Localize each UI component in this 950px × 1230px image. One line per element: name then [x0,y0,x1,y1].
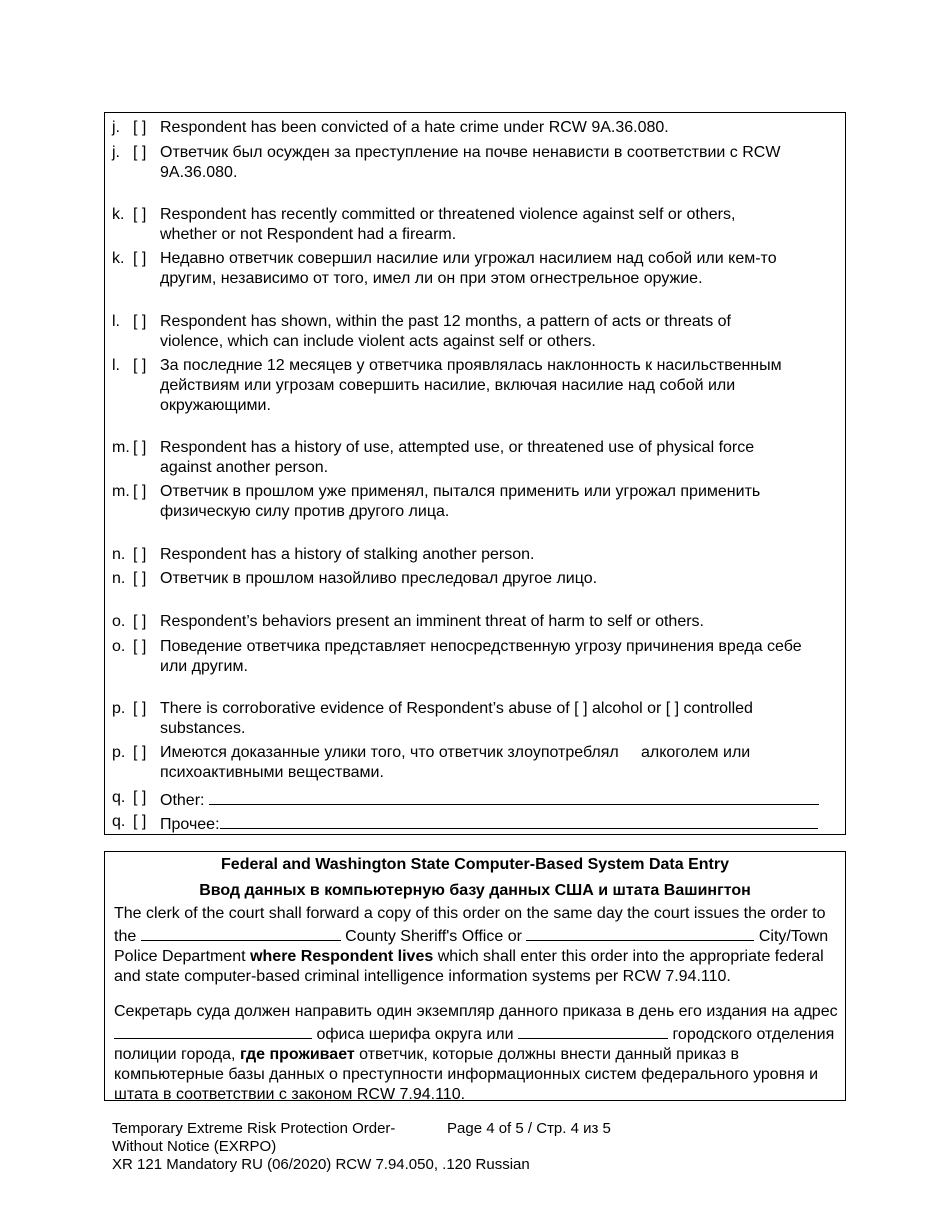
data-entry-title-en: Federal and Washington State Computer-Based System Data Entry [221,856,729,873]
item-label: k. [112,250,125,267]
data-entry-paragraph-en [114,904,844,987]
item-label: o. [112,613,126,630]
item-label: p. [112,700,126,717]
ru-text-1: Секретарь суда должен направить один экземпляр данного приказа в день его издания на адрес [114,1003,838,1020]
item-text: Respondent has recently committed or threatened violence against self or others, whether or not Respondent had a firearm. [160,206,736,243]
item-checkbox[interactable]: [ ] [133,313,147,330]
en-bold: where Respondent lives [250,948,434,965]
en-text-2: County Sheriff's Office or [345,928,522,945]
item-text: Respondent has shown, within the past 12 months, a pattern of acts or threats of violence, which can include violent acts against self or others. [160,313,731,350]
en-text-3: City/Town Police Department [114,928,829,965]
item-checkbox[interactable]: [ ] [133,206,147,223]
item-text: Respondent has a history of use, attempted use, or threatened use of physical force against another person. [160,439,755,476]
item-label: m. [112,483,130,500]
ru-text-2: офиса шерифа округа или [316,1026,514,1043]
item-checkbox[interactable]: [ ] [133,250,147,267]
ru-text-4: ответчик, которые должны внести данный приказ в компьютерные базы данных о преступности информационных систем федерального уровня и штата в соответствии с законом RCW 7.94.110. [114,1046,819,1103]
footer-form-id: XR 121 Mandatory RU (06/2020) RCW 7.94.050, .120 Russian [112,1156,530,1173]
item-text: Поведение ответчика представляет непосредственную угрозу причинения вреда себе или другим. [160,638,802,675]
item-checkbox[interactable]: [ ] [133,638,147,655]
item-label: l. [112,313,120,330]
item-label: l. [112,357,120,374]
ru-text-3: городского отделения полиции города, [114,1026,835,1063]
item-checkbox[interactable]: [ ] [133,700,147,717]
other-input-line-ru[interactable] [220,812,818,829]
item-label: q. [112,813,126,830]
city-blank[interactable] [526,924,754,941]
item-text: Недавно ответчик совершил насилие или угрожал насилием над собой или кем-то другим, независимо от того, имел ли он при этом огнестрельное оружие. [160,250,777,287]
item-label: m. [112,439,130,456]
item-text: За последние 12 месяцев у ответчика проявлялась наклонность к насильственным действиям или угрозам совершить насилие, включая насилие над собой или окружающими. [160,357,782,414]
item-text [160,788,832,811]
item-checkbox[interactable]: [ ] [133,570,147,587]
footer-page-number: Page 4 of 5 / Стр. 4 из 5 [447,1120,611,1137]
data-entry-title-ru: Ввод данных в компьютерную базу данных США и штата Вашингтон [199,882,751,899]
item-checkbox[interactable]: [ ] [133,613,147,630]
item-text: Ответчик в прошлом назойливо преследовал другое лицо. [160,570,598,587]
item-text: Respondent’s behaviors present an imminent threat of harm to self or others. [160,613,704,630]
item-text: Ответчик был осужден за преступление на почве ненависти в соответствии с RCW 9A.36.080. [160,144,781,181]
item-checkbox[interactable]: [ ] [133,546,147,563]
item-text: Respondent has a history of stalking another person. [160,546,535,563]
other-label: Other: [160,792,205,809]
item-text: There is corroborative evidence of Respondent’s abuse of [ ] alcohol or [ ] controlled substances. [160,700,753,737]
footer-title-line1: Temporary Extreme Risk Protection Order- [112,1120,396,1137]
item-checkbox[interactable]: [ ] [133,119,147,136]
item-checkbox[interactable]: [ ] [133,744,147,761]
data-entry-paragraph-ru [114,1002,844,1105]
item-label: n. [112,570,126,587]
ru-bold: где проживает [239,1046,355,1063]
item-label: n. [112,546,126,563]
item-checkbox[interactable]: [ ] [133,144,147,161]
item-checkbox[interactable]: [ ] [133,483,147,500]
item-label: q. [112,789,126,806]
city-blank-ru[interactable] [518,1022,668,1039]
other-input-line[interactable] [209,788,819,805]
item-text: Respondent has been convicted of a hate crime under RCW 9A.36.080. [160,119,669,136]
item-label: k. [112,206,125,223]
county-blank-ru[interactable] [114,1022,312,1039]
footer-title-line2: Without Notice (EXRPO) [112,1138,277,1155]
item-checkbox[interactable]: [ ] [133,813,147,830]
item-label: o. [112,638,126,655]
item-checkbox[interactable]: [ ] [133,357,147,374]
en-text-4: which shall enter this order into the appropriate federal and state computer-based criminal intelligence information systems per RCW 7.94.110. [114,948,824,985]
item-label: j. [112,119,120,136]
item-label: j. [112,144,120,161]
data-entry-box [104,851,846,1101]
en-text-1: The clerk of the court shall forward a copy of this order on the same day the court issues the order to the [114,905,826,945]
item-label: p. [112,744,126,761]
item-text [160,812,832,835]
other-label-ru: Прочее: [160,816,220,833]
county-blank[interactable] [141,924,341,941]
item-text: Ответчик в прошлом уже применял, пытался применить или угрожал применить физическую силу против другого лица. [160,483,761,520]
item-checkbox[interactable]: [ ] [133,439,147,456]
item-checkbox[interactable]: [ ] [133,789,147,806]
item-text: Имеются доказанные улики того, что ответчик злоупотреблял алкоголем или психоактивными веществами. [160,744,755,781]
